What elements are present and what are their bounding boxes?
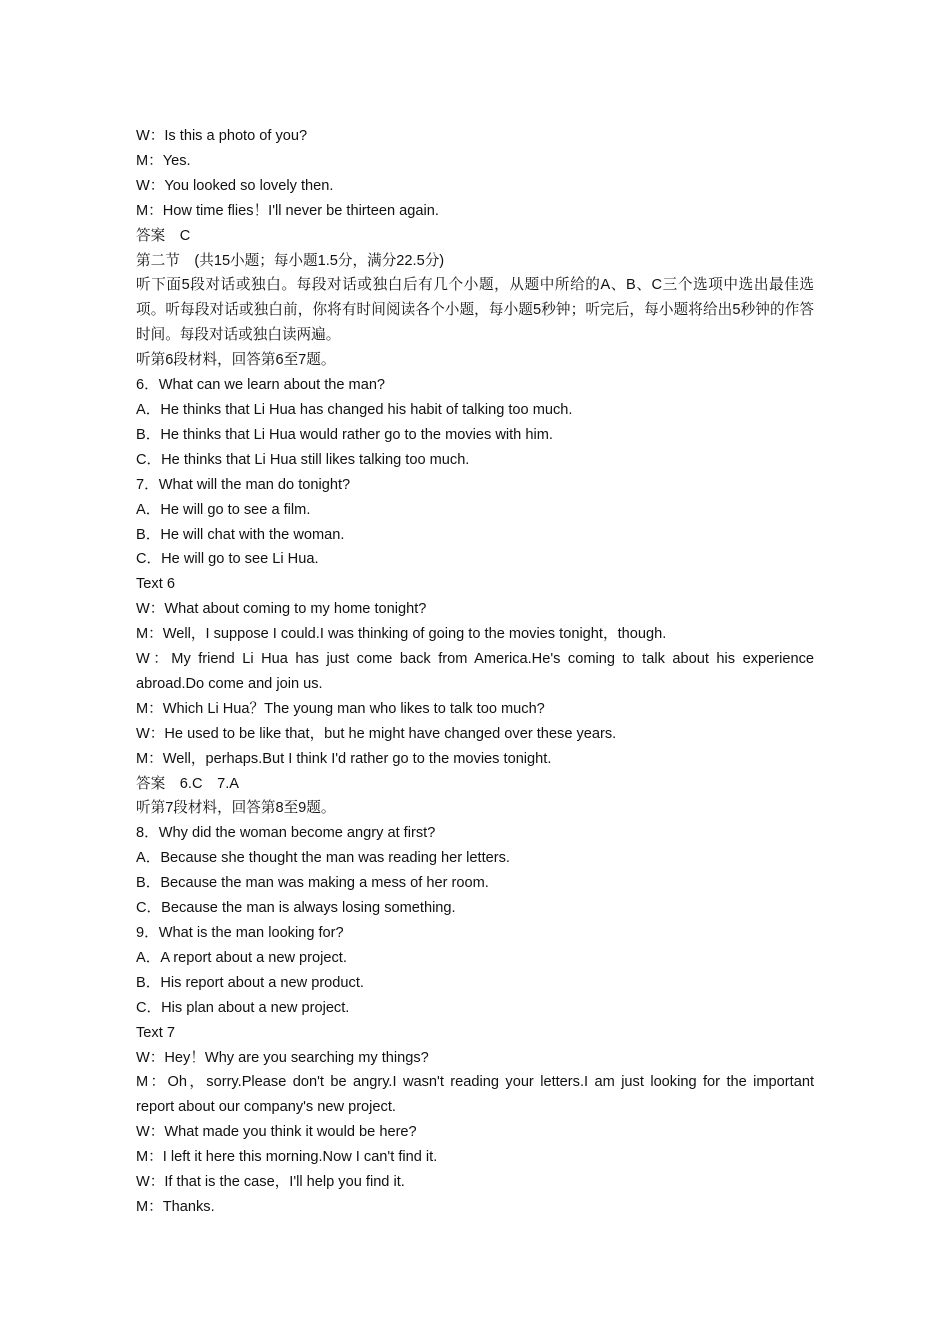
dialogue-line: M：Well，perhaps.But I think I'd rather go to the movies tonight. (136, 750, 552, 767)
answer-line: 答案 C (136, 227, 191, 244)
text-heading: Text 6 (136, 576, 175, 593)
question: 9．What is the man looking for? (136, 925, 344, 941)
dialogue-line: M：Well，I suppose I could.I was thinking of going to the movies tonight，though. (136, 626, 667, 643)
dialogue-line: M：Thanks. (136, 1198, 215, 1215)
dialogue-line: M：I left it here this morning.Now I can't find it. (136, 1149, 438, 1166)
instructions-paragraph: 听下面5段对话或独白。每段对话或独白后有几个小题，从题中所给的A、B、C三个选项中选出最佳选项。听每段对话或独白前，你将有时间阅读各个小题，每小题5秒钟；听完后，每小题将给出5秒钟的作答时间。每段对话或独白读两遍。 (136, 277, 814, 344)
dialogue-line: M：Oh，sorry.Please don't be angry.I wasn't reading your letters.I am just looking for the important report about our company's new project. (136, 1074, 814, 1116)
dialogue-line: W：He used to be like that，but he might have changed over these years. (136, 725, 617, 742)
option: C．He will go to see Li Hua. (136, 551, 319, 568)
answer-line: 答案 6.C 7.A (136, 775, 239, 792)
material-heading: 听第6段材料，回答第6至7题。 (136, 352, 336, 369)
option: A．Because she thought the man was reading her letters. (136, 850, 510, 867)
option: A．He will go to see a film. (136, 501, 311, 518)
dialogue-line: W：What made you think it would be here? (136, 1124, 417, 1141)
dialogue-line: W：Hey！Why are you searching my things? (136, 1049, 429, 1066)
text-heading: Text 7 (136, 1024, 175, 1041)
dialogue-line: W：You looked so lovely then. (136, 177, 334, 194)
dialogue-line: W：What about coming to my home tonight? (136, 601, 427, 618)
dialogue-line: M：Yes. (136, 152, 191, 169)
dialogue-line: M：How time flies！I'll never be thirteen again. (136, 202, 439, 219)
dialogue-line: W：My friend Li Hua has just come back from America.He's coming to talk about his experience abroad.Do come and join us. (136, 651, 814, 692)
option: B．Because the man was making a mess of her room. (136, 875, 489, 892)
option: A．He thinks that Li Hua has changed his habit of talking too much. (136, 401, 573, 418)
dialogue-line: W：If that is the case，I'll help you find it. (136, 1174, 405, 1191)
material-heading: 听第7段材料，回答第8至9题。 (136, 800, 336, 817)
option: B．He will chat with the woman. (136, 526, 345, 543)
option: B．He thinks that Li Hua would rather go to the movies with him. (136, 426, 553, 443)
option: B．His report about a new product. (136, 974, 364, 991)
option: A．A report about a new project. (136, 949, 347, 966)
option: C．Because the man is always losing something. (136, 900, 456, 917)
question: 8．Why did the woman become angry at first? (136, 825, 436, 842)
dialogue-line: W：Is this a photo of you? (136, 128, 308, 144)
section-heading: 第二节 (共15小题；每小题1.5分，满分22.5分) (136, 252, 445, 269)
question: 6．What can we learn about the man? (136, 377, 386, 394)
option: C．He thinks that Li Hua still likes talking too much. (136, 451, 470, 468)
dialogue-line: M：Which Li Hua？The young man who likes to talk too much? (136, 700, 545, 717)
option: C．His plan about a new project. (136, 999, 350, 1016)
question: 7．What will the man do tonight? (136, 476, 351, 493)
